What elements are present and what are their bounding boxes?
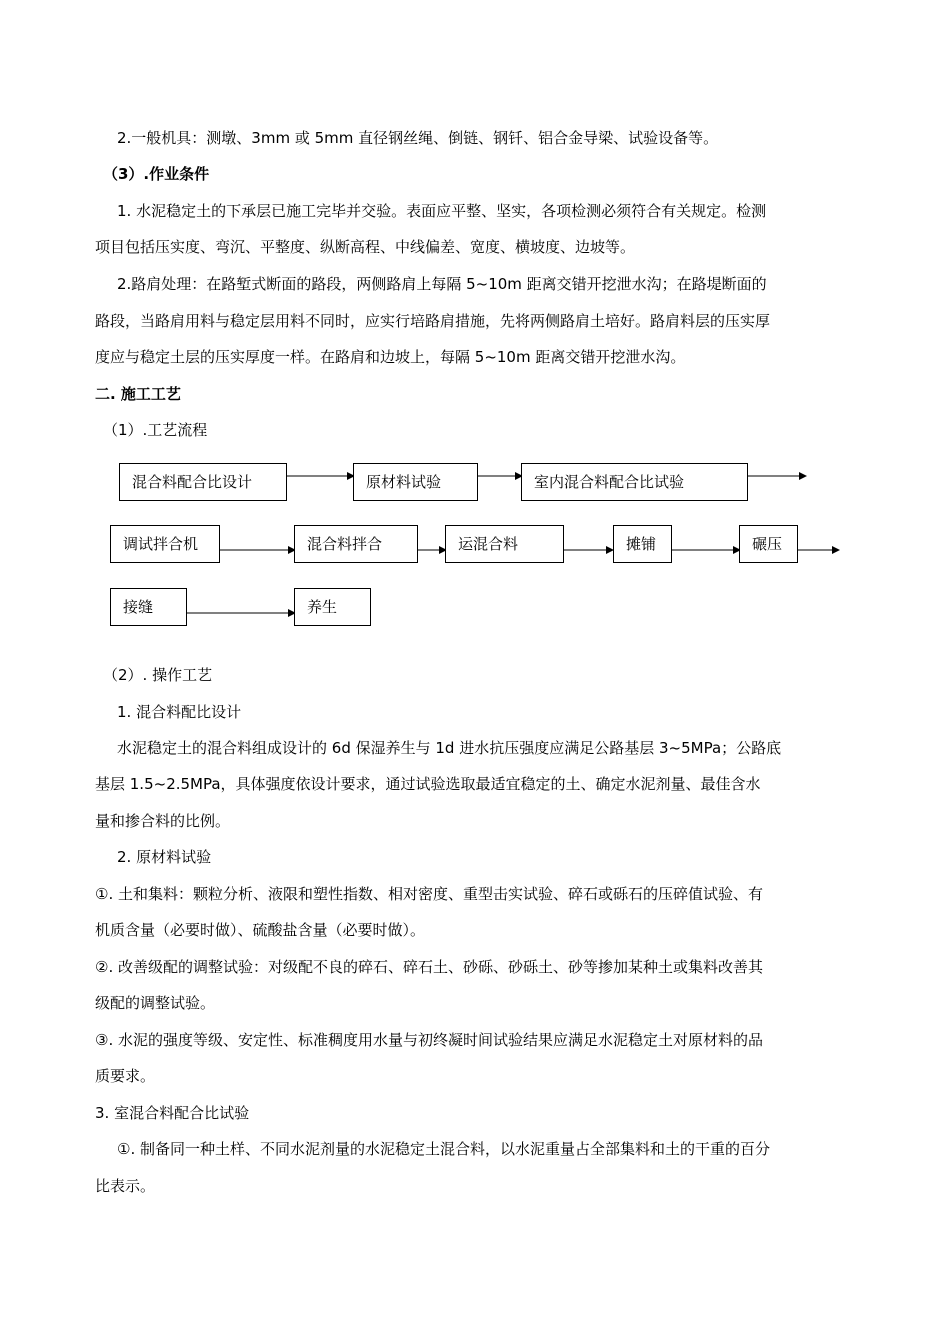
cond1-line1: 1. 水泥稳定土的下承层已施工完毕并交验。表面应平整、坚实，各项检测必须符合有关规定。检测 [117, 202, 767, 220]
flow-arrow [220, 544, 296, 556]
flow-step-raw-test: 原材料试验 [353, 463, 478, 501]
flow-arrow [748, 470, 807, 482]
flow-step-mixer-debug: 调试拌合机 [110, 525, 220, 563]
flow-arrow [672, 544, 741, 556]
cond2-line1: 2.路肩处理：在路堑式断面的路段，两侧路肩上每隔 5~10m 距离交错开挖泄水沟；在路堤断面的 [117, 275, 767, 293]
mix-design-title: 1. 混合料配比设计 [117, 703, 242, 721]
flow-arrow [418, 544, 447, 556]
cond2-line2: 路段，当路肩用料与稳定层用料不同时，应实行培路肩措施，先将两侧路肩土培好。路肩料层的压实厚 [95, 312, 771, 330]
process-heading: 二. 施工工艺 [95, 385, 181, 403]
raw-item2-line2: 级配的调整试验。 [95, 994, 216, 1012]
raw-item2-line1: ②. 改善级配的调整试验：对级配不良的碎石、碎石土、砂砾、砂砾土、砂等掺加某种土或集料改善其 [95, 958, 763, 976]
tools-line: 2.一般机具：测墩、3mm 或 5mm 直径钢丝绳、倒链、钢钎、铝合金导梁、试验设备等。 [117, 129, 719, 147]
flow-step-curing: 养生 [294, 588, 371, 626]
flow-step-transport: 运混合料 [445, 525, 564, 563]
raw-item1-line1: ①. 土和集料：颗粒分析、液限和塑性指数、相对密度、重型击实试验、碎石或砾石的压碎值试验、有 [95, 885, 763, 903]
cond1-line2: 项目包括压实度、弯沉、平整度、纵断高程、中线偏差、宽度、横坡度、边坡等。 [95, 238, 636, 256]
raw-item3-line2: 质要求。 [95, 1067, 156, 1085]
raw-test-title: 2. 原材料试验 [117, 848, 212, 866]
raw-item1-line2: 机质含量（必要时做）、硫酸盐含量（必要时做）。 [95, 921, 426, 939]
flow-step-mixing: 混合料拌合 [294, 525, 418, 563]
lab-test-title: 3. 室混合料配合比试验 [95, 1104, 250, 1122]
flow-arrow [564, 544, 614, 556]
flow-step-joint: 接缝 [110, 588, 187, 626]
flow-heading: （1）.工艺流程 [103, 421, 208, 439]
flow-step-rolling: 碾压 [739, 525, 798, 563]
flow-step-lab-test: 室内混合料配合比试验 [521, 463, 748, 501]
flow-arrow [478, 470, 523, 482]
mix-design-line2: 基层 1.5~2.5MPa，具体强度依设计要求，通过试验选取最适宜稳定的土、确定水泥剂量、最佳含水 [95, 775, 761, 793]
raw-item3-line1: ③. 水泥的强度等级、安定性、标准稠度用水量与初终凝时间试验结果应满足水泥稳定土对原材料的品 [95, 1031, 763, 1049]
mix-design-line3: 量和掺合料的比例。 [95, 812, 231, 830]
mix-design-line1: 水泥稳定土的混合料组成设计的 6d 保湿养生与 1d 进水抗压强度应满足公路基层 3~5MPa；公路底 [117, 739, 782, 757]
flow-arrow [287, 470, 355, 482]
flow-step-paving: 摊铺 [613, 525, 672, 563]
conditions-heading: （3）.作业条件 [103, 165, 210, 183]
flow-step-mix-design: 混合料配合比设计 [119, 463, 287, 501]
operation-heading: （2）. 操作工艺 [103, 666, 213, 684]
lab-item1-line2: 比表示。 [95, 1177, 156, 1195]
lab-item1-line1: ①. 制备同一种土样、不同水泥剂量的水泥稳定土混合料，以水泥重量占全部集料和土的干重的百分 [117, 1140, 770, 1158]
cond2-line3: 度应与稳定土层的压实厚度一样。在路肩和边坡上，每隔 5~10m 距离交错开挖泄水沟。 [95, 348, 686, 366]
flow-arrow [187, 607, 296, 619]
flow-arrow [798, 544, 840, 556]
